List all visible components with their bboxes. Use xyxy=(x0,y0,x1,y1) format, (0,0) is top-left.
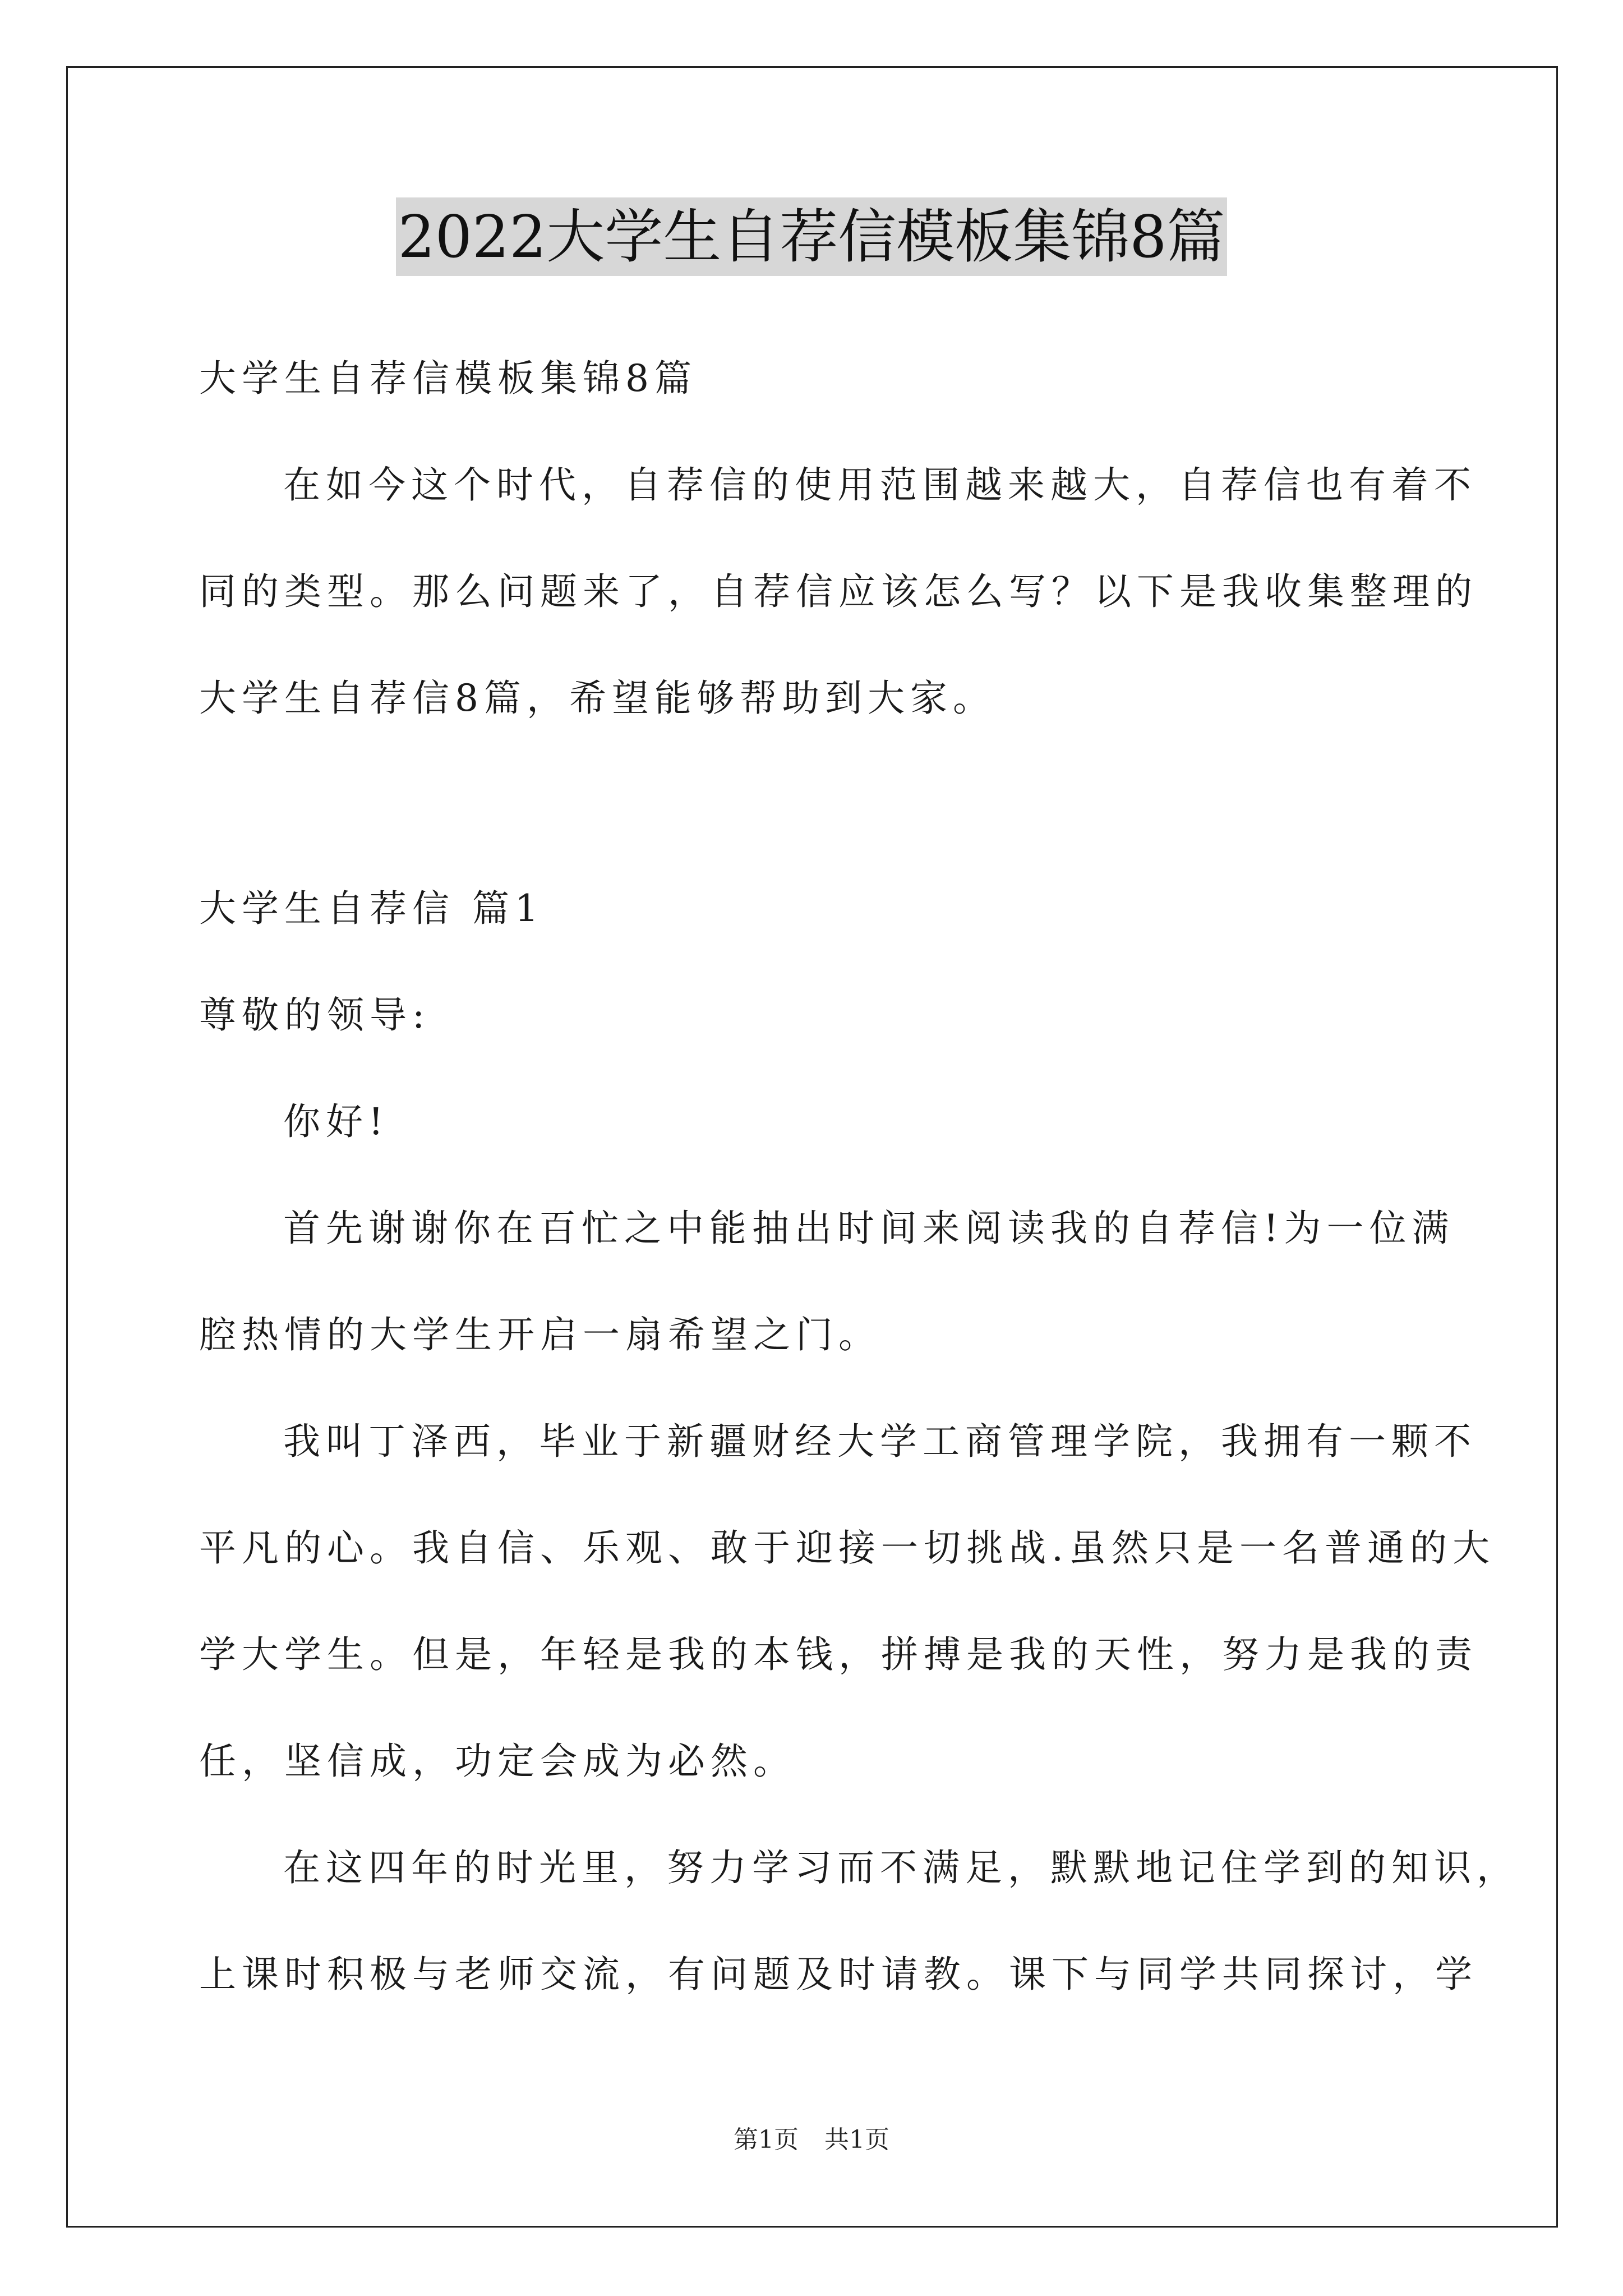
body-line-5: 学大学生。但是，年轻是我的本钱，拼搏是我的天性，努力是我的责 xyxy=(199,1633,1478,1676)
salutation: 尊敬的领导: xyxy=(199,993,431,1037)
body-line-3: 我叫丁泽西，毕业于新疆财经大学工商管理学院，我拥有一颗不 xyxy=(283,1420,1477,1463)
intro-line-3: 大学生自荐信8篇，希望能够帮助到大家。 xyxy=(199,677,995,720)
body-line-4: 平凡的心。我自信、乐观、敢于迎接一切挑战.虽然只是一名普通的大 xyxy=(199,1526,1495,1570)
body-line-7: 在这四年的时光里，努力学习而不满足，默默地记住学到的知识， xyxy=(283,1846,1519,1889)
page-number-current: 第1页 xyxy=(734,2125,799,2154)
page-footer xyxy=(0,2123,1623,2157)
body-line-8: 上课时积极与老师交流，有问题及时请教。课下与同学共同探讨，学 xyxy=(199,1953,1478,1996)
greeting: 你好! xyxy=(283,1100,389,1143)
body-line-2: 腔热情的大学生开启一扇希望之门。 xyxy=(199,1313,881,1356)
intro-line-2: 同的类型。那么问题来了，自荐信应该怎么写？以下是我收集整理的 xyxy=(199,570,1478,613)
title-container xyxy=(0,197,1623,276)
section-heading: 大学生自荐信 篇1 xyxy=(199,887,544,930)
document-title: 2022大学生自荐信模板集锦8篇 xyxy=(396,197,1228,276)
body-line-1: 首先谢谢你在百忙之中能抽出时间来阅读我的自荐信!为一位满 xyxy=(283,1207,1455,1250)
body-line-6: 任，坚信成，功定会成为必然。 xyxy=(199,1740,796,1783)
intro-line-1: 在如今这个时代，自荐信的使用范围越来越大，自荐信也有着不 xyxy=(283,463,1477,507)
document-subtitle: 大学生自荐信模板集锦8篇 xyxy=(199,357,697,400)
page-number-total: 共1页 xyxy=(824,2125,889,2154)
